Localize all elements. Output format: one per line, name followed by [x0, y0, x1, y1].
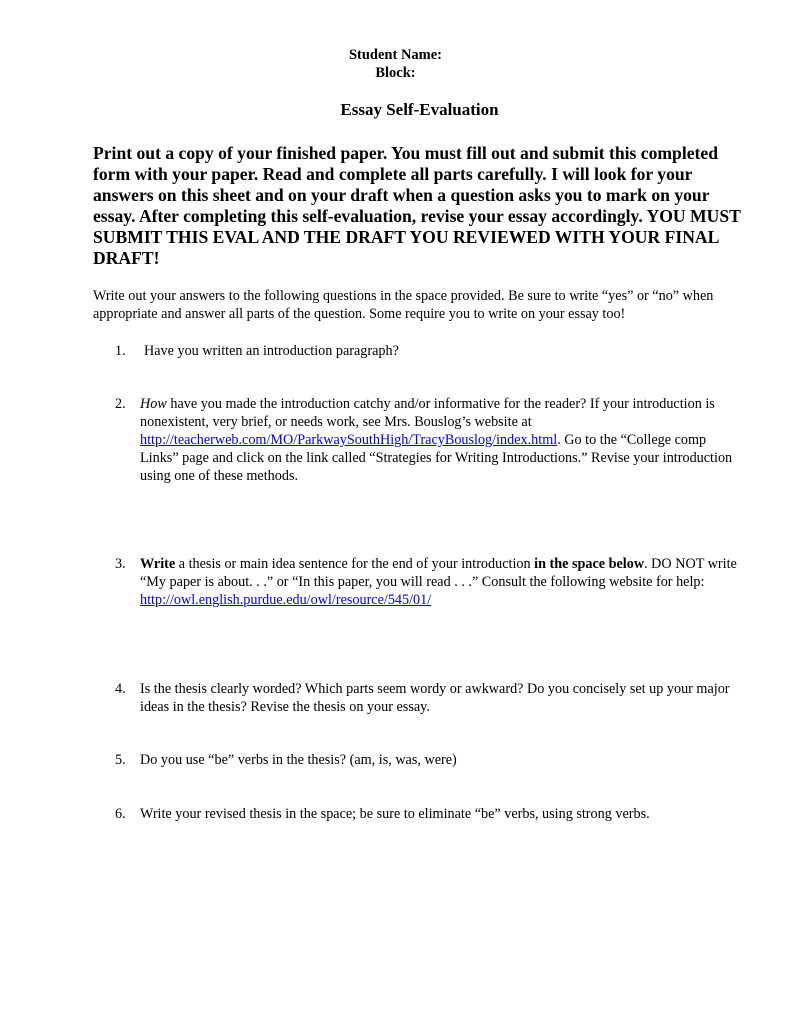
question-emphasis: How: [140, 396, 167, 412]
question-text-part: . DO NOT write “My paper is about. . .” or “In this paper, you will read . . .” Consult the following website for help:: [140, 556, 737, 590]
document-title: Essay Self-Evaluation: [340, 100, 499, 119]
intro-paragraph: Write out your answers to the following questions in the space provided. Be sure to write “yes” or “no” when appropriate and answer all parts of the question. Some require you to write on your essay too!: [93, 288, 714, 322]
question-text: Have you written an introduction paragraph?: [144, 343, 399, 359]
block-label: Block:: [375, 65, 416, 81]
question-text: [140, 555, 740, 609]
question-number: 1.: [115, 343, 126, 359]
question-number: 6.: [115, 806, 126, 822]
question-emphasis: in the space below: [534, 556, 645, 572]
question-number: 5.: [115, 752, 126, 768]
question-text: Do you use “be” verbs in the thesis? (am, is, was, were): [140, 752, 457, 768]
purdue-owl-link[interactable]: http://owl.english.purdue.edu/owl/resource/545/01/: [140, 592, 432, 608]
question-emphasis: Write: [140, 556, 176, 572]
question-text: [140, 395, 740, 485]
bouslog-website-link[interactable]: http://teacherweb.com/MO/ParkwaySouthHigh/TracyBouslog/index.html: [140, 432, 558, 448]
question-text: Write your revised thesis in the space; be sure to eliminate “be” verbs, using strong verbs.: [140, 806, 650, 822]
instructions-paragraph: Print out a copy of your finished paper. You must fill out and submit this completed form with your paper. Read and complete all parts carefully. I will look for your answers on this sheet and on your draft when a question asks you to mark on your essay. After completing this self-evaluation, revise your essay accordingly. YOU MUST SUBMIT THIS EVAL AND THE DRAFT YOU REVIEWED WITH YOUR FINAL DRAFT!: [93, 143, 741, 268]
question-text-part: a thesis or main idea sentence for the end of your introduction: [175, 556, 535, 572]
question-number: 2.: [115, 396, 126, 412]
question-text: Is the thesis clearly worded? Which parts seem wordy or awkward? Do you concisely set up your major ideas in the thesis? Revise the thesis on your essay.: [140, 681, 730, 715]
student-name-label: Student Name:: [348, 47, 443, 63]
question-text-part: . Go to the “College comp Links” page and click on the link called “Strategies for Writing Introductions.” Revise your introduction using one of these methods.: [140, 432, 733, 484]
question-text-part: have you made the introduction catchy and/or informative for the reader? If your introduction is nonexistent, very brief, or needs work, see Mrs. Bouslog’s website at: [140, 396, 715, 430]
question-number: 4.: [115, 681, 126, 697]
question-number: 3.: [115, 556, 126, 572]
